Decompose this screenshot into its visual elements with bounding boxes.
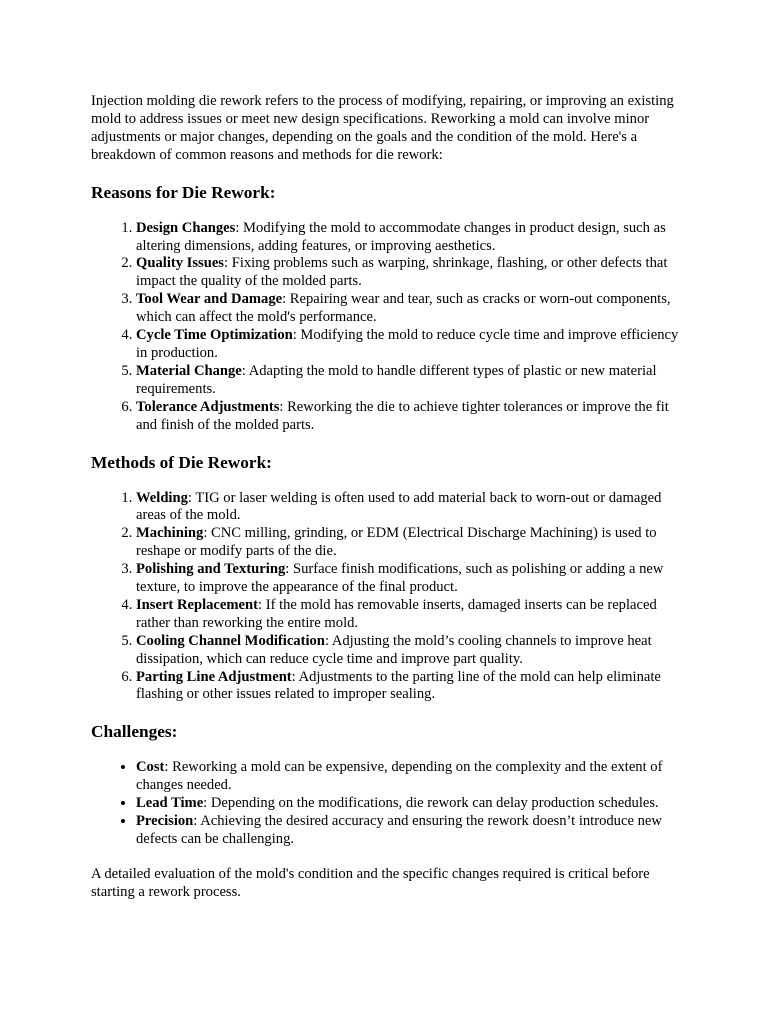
item-text: : Modifying the mold to reduce cycle time and improve efficiency in production. xyxy=(136,327,679,361)
item-term: Cycle Time Optimization xyxy=(136,327,293,344)
list-item xyxy=(136,525,683,561)
challenges-heading: Challenges: xyxy=(91,722,178,742)
list-item xyxy=(136,220,683,256)
item-term: Quality Issues xyxy=(136,255,224,272)
challenges-list xyxy=(91,759,683,849)
item-text: : Reworking a mold can be expensive, depending on the complexity and the extent of changes needed. xyxy=(136,759,663,794)
item-text: : If the mold has removable inserts, damaged inserts can be replaced rather than reworking the entire mold. xyxy=(136,596,657,631)
item-term: Precision xyxy=(136,813,194,830)
item-text: : Adjusting the mold’s cooling channels to improve heat dissipation, which can reduce cycle time and improve part quality. xyxy=(136,632,652,667)
item-text: : Surface finish modifications, such as polishing or adding a new texture, to improve the appearance of the final product. xyxy=(136,561,664,596)
item-term: Welding xyxy=(136,489,188,506)
item-text: : Repairing wear and tear, such as cracks or worn-out components, which can affect the mold's performance. xyxy=(136,291,671,326)
item-term: Machining xyxy=(136,525,204,542)
item-term: Cooling Channel Modification xyxy=(136,632,325,649)
list-item xyxy=(136,490,683,526)
list-item xyxy=(136,795,683,813)
list-item xyxy=(136,363,683,399)
list-item xyxy=(136,561,683,597)
reasons-heading: Reasons for Die Rework: xyxy=(91,182,276,202)
list-item xyxy=(136,399,683,435)
methods-list xyxy=(91,490,683,705)
item-term: Material Change xyxy=(136,362,242,379)
item-term: Tool Wear and Damage xyxy=(136,291,283,308)
methods-heading: Methods of Die Rework: xyxy=(91,452,272,472)
item-term: Insert Replacement xyxy=(136,596,258,613)
item-term: Cost xyxy=(136,759,165,776)
conclusion-paragraph: A detailed evaluation of the mold's condition and the specific changes required is critical before starting a rework process. xyxy=(91,865,650,900)
item-text: : CNC milling, grinding, or EDM (Electrical Discharge Machining) is used to reshape or modify parts of the die. xyxy=(136,525,657,560)
reasons-list xyxy=(91,220,683,435)
item-term: Polishing and Texturing xyxy=(136,561,286,578)
item-text: : Modifying the mold to accommodate changes in product design, such as altering dimensions, adding features, or improving aesthetics. xyxy=(136,219,666,254)
list-item xyxy=(136,669,683,705)
intro-paragraph: Injection molding die rework refers to the process of modifying, repairing, or improving an existing mold to address issues or meet new design specifications. Reworking a mold can involve minor adjustments or major changes, depending on the goals and the condition of the mold. Here's a breakdown of common reasons and methods for die rework: xyxy=(91,93,674,163)
item-term: Parting Line Adjustment xyxy=(136,668,292,685)
list-item xyxy=(136,255,683,291)
item-text: : Depending on the modifications, die rework can delay production schedules. xyxy=(203,795,659,812)
document-page xyxy=(91,93,683,902)
list-item xyxy=(136,633,683,669)
list-item xyxy=(136,597,683,633)
item-text: : Adjustments to the parting line of the mold can help eliminate flashing or other issues related to improper sealing. xyxy=(136,668,661,703)
item-text: : Reworking the die to achieve tighter tolerances or improve the fit and finish of the molded parts. xyxy=(136,398,669,433)
list-item xyxy=(136,291,683,327)
item-text: : Achieving the desired accuracy and ensuring the rework doesn’t introduce new defects can be challenging. xyxy=(136,813,662,847)
item-text: : Fixing problems such as warping, shrinkage, flashing, or other defects that impact the quality of the molded parts. xyxy=(136,255,668,290)
item-term: Lead Time xyxy=(136,795,204,812)
list-item xyxy=(136,813,683,849)
list-item xyxy=(136,759,683,795)
item-text: : Adapting the mold to handle different types of plastic or new material requirements. xyxy=(136,362,657,397)
item-text: : TIG or laser welding is often used to add material back to worn-out or damaged areas of the mold. xyxy=(136,489,662,524)
list-item xyxy=(136,327,683,363)
item-term: Design Changes xyxy=(136,219,236,236)
item-term: Tolerance Adjustments xyxy=(136,398,280,415)
